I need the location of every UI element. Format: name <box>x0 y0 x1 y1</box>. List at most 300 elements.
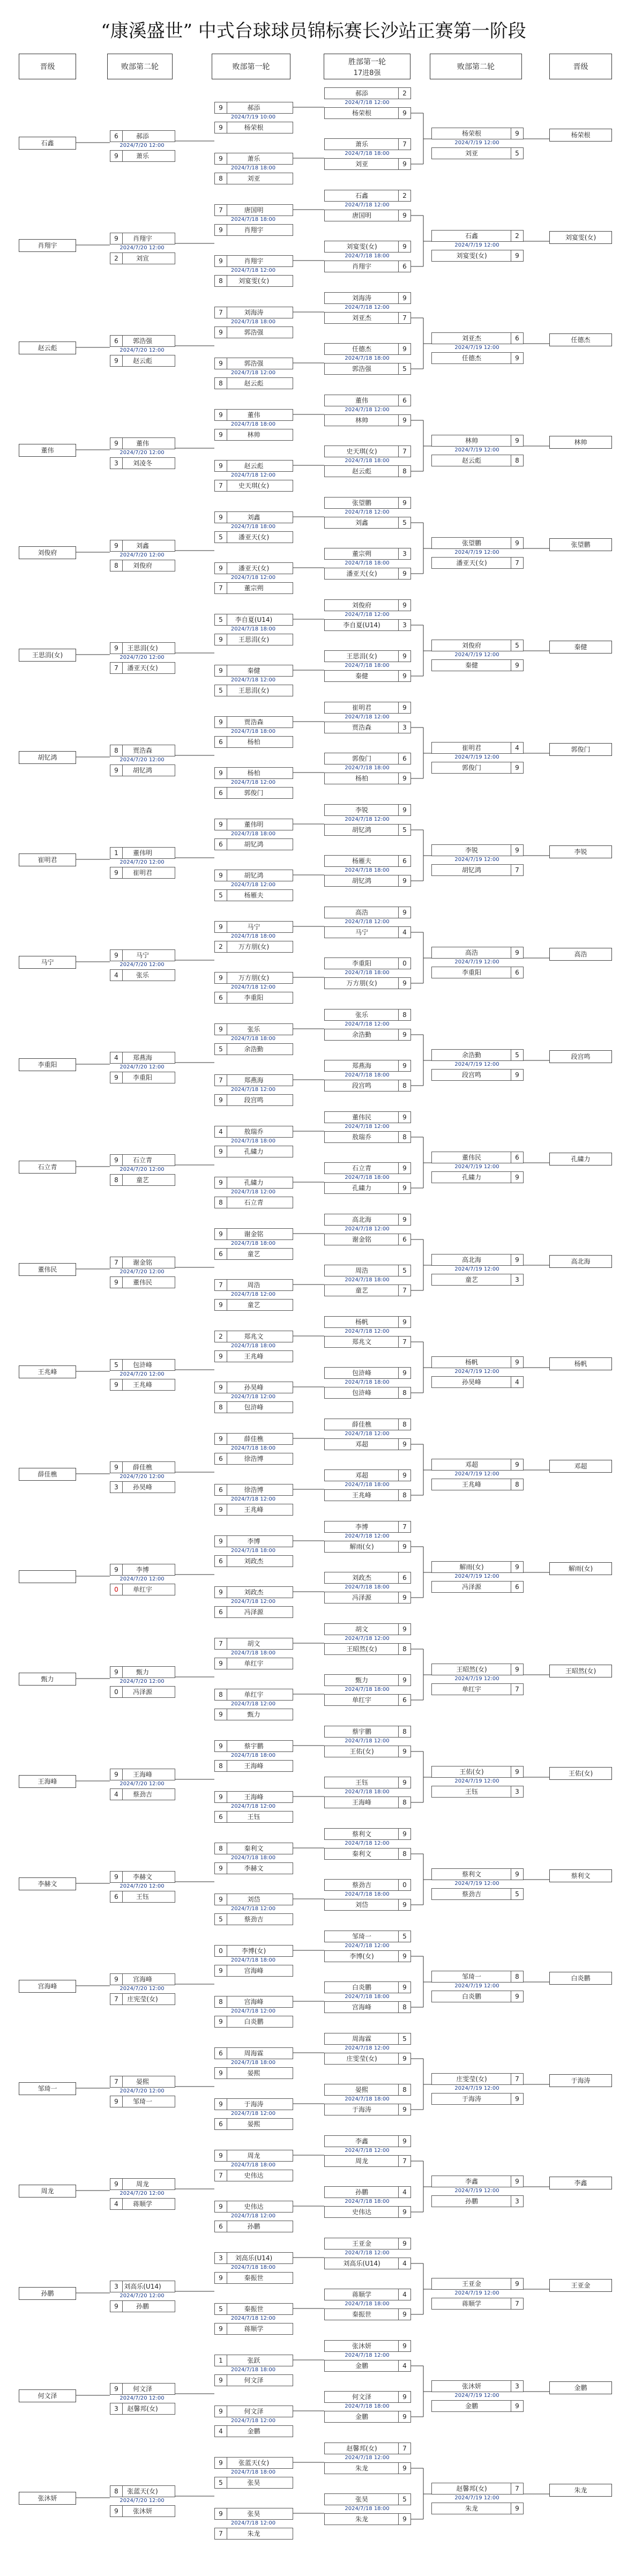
player-name: 邹琦一 <box>352 1933 371 1940</box>
player-name: 周龙 <box>247 2152 260 2159</box>
player-row <box>214 972 293 984</box>
player-score: 9 <box>398 2392 410 2402</box>
match-time: 2024/7/20 12:00 <box>120 347 165 353</box>
player-name: 林帅 <box>465 437 478 444</box>
player-row <box>214 1996 293 2008</box>
player-score: 8 <box>398 2084 410 2095</box>
player-row <box>110 745 175 756</box>
player-row <box>214 1555 293 1567</box>
player-score: 6 <box>215 1249 227 1259</box>
player-name: 邓超 <box>465 1461 478 1468</box>
match-time: 2024/7/18 12:00 <box>230 1291 276 1297</box>
player-name: 王昭然(女) <box>456 1666 487 1673</box>
player-score: 9 <box>110 2506 123 2516</box>
match-time: 2024/7/20 12:00 <box>120 2395 165 2401</box>
player-name: 刘宣 <box>136 255 149 262</box>
player-score: 9 <box>215 410 227 420</box>
player-score: 9 <box>398 2309 410 2320</box>
player-name: 童艺 <box>247 1250 260 1258</box>
player-score: 9 <box>215 102 227 113</box>
player-name: 包浒峰 <box>352 1389 371 1397</box>
player-score: 9 <box>215 1300 227 1310</box>
player-score: 8 <box>110 2486 123 2497</box>
player-score: 7 <box>215 205 227 216</box>
player-name: 张蓝天(女) <box>238 2459 270 2467</box>
player-score: 7 <box>215 2170 227 2181</box>
player-score: 8 <box>215 1689 227 1700</box>
match-time: 2024/7/18 12:00 <box>230 677 276 683</box>
player-score: 9 <box>511 2278 523 2289</box>
player-score: 2 <box>398 190 410 201</box>
promote-left-box: 胡钇鸿 <box>19 751 76 764</box>
player-score: 6 <box>215 2221 227 2232</box>
player-name: 晏熙 <box>247 2120 260 2128</box>
player-score: 5 <box>398 2494 410 2505</box>
player-row <box>324 517 411 529</box>
player-name: 解雨(女) <box>349 1543 374 1550</box>
player-row <box>324 977 411 989</box>
player-score: 8 <box>215 1197 227 1208</box>
player-row <box>431 2176 524 2187</box>
player-name: 蒋顺学 <box>132 2200 152 2208</box>
player-row <box>214 460 293 472</box>
player-name: 孙昊峰 <box>244 1384 264 1391</box>
player-row <box>324 1521 411 1533</box>
player-row <box>324 158 411 170</box>
player-score: 8 <box>398 1387 410 1398</box>
player-name: 张沐妍 <box>132 2507 152 2515</box>
match-time: 2024/7/20 12:00 <box>120 245 165 251</box>
player-name: 童艺 <box>136 1176 149 1184</box>
player-row <box>110 2076 175 2088</box>
player-name: 郑燕海 <box>244 1077 264 1084</box>
player-name: 胡钇鸿 <box>244 872 264 879</box>
player-score: 6 <box>215 1607 227 1617</box>
player-name: 周龙 <box>355 2157 368 2165</box>
player-score: 9 <box>215 2406 227 2417</box>
player-name: 董伟 <box>355 397 368 404</box>
player-score: 9 <box>215 870 227 881</box>
player-row <box>110 949 175 961</box>
promote-left-box: 周龙 <box>19 2185 76 2198</box>
player-name: 王佑(女) <box>459 1768 484 1776</box>
player-name: 周浩 <box>355 1267 368 1274</box>
player-score: 8 <box>398 1849 410 1859</box>
player-score: 9 <box>511 128 523 139</box>
player-score: 6 <box>215 839 227 850</box>
player-row <box>214 2508 293 2520</box>
player-score: 5 <box>215 685 227 696</box>
player-score: 8 <box>215 1996 227 2007</box>
player-score: 9 <box>215 1095 227 1105</box>
match-time: 2024/7/18 12:00 <box>230 2008 276 2014</box>
player-name: 孔繍力 <box>352 1184 371 1192</box>
player-name: 张望鹏 <box>461 539 481 547</box>
player-score: 6 <box>215 992 227 1003</box>
player-name: 王兆峰 <box>132 1381 152 1389</box>
player-row <box>324 210 411 221</box>
player-score: 9 <box>398 2104 410 2115</box>
player-name: 刘高乐(U14) <box>124 2283 161 2290</box>
player-score: 9 <box>110 1072 123 1083</box>
player-score: 9 <box>511 353 523 363</box>
match-time: 2024/7/18 18:00 <box>230 2060 276 2066</box>
player-score: 4 <box>110 970 123 981</box>
player-score: 8 <box>398 1132 410 1142</box>
player-score: 9 <box>398 1183 410 1193</box>
match-time: 2024/7/18 18:00 <box>230 1650 276 1656</box>
player-name: 萧乐 <box>247 155 260 162</box>
player-name: 何文泽 <box>352 2393 371 2401</box>
player-name: 杨雁夫 <box>352 857 371 865</box>
player-score: 2 <box>110 253 123 264</box>
player-name: 史伟达 <box>244 2203 264 2210</box>
player-name: 张乐 <box>355 1011 368 1019</box>
player-row <box>110 1072 175 1083</box>
match-time: 2024/7/19 12:00 <box>454 1778 499 1784</box>
player-score: 3 <box>110 2403 123 2414</box>
match-time: 2024/7/20 12:00 <box>120 2293 165 2299</box>
player-row <box>110 2403 175 2415</box>
player-score: 1 <box>215 2355 227 2366</box>
player-row <box>214 102 293 114</box>
player-row <box>214 1126 293 1138</box>
player-row <box>324 2135 411 2147</box>
player-row <box>214 582 293 594</box>
player-score: 9 <box>398 108 410 118</box>
player-score: 8 <box>110 1175 123 1185</box>
match-time: 2024/7/19 12:00 <box>454 652 499 658</box>
player-name: 石鑫 <box>355 192 368 199</box>
player-row <box>214 1913 293 1925</box>
player-name: 刘高乐(U14) <box>343 2260 380 2267</box>
player-name: 石立青 <box>244 1199 264 1206</box>
player-name: 史天琪(女) <box>346 448 377 455</box>
player-row <box>214 1689 293 1701</box>
player-row <box>110 253 175 264</box>
player-name: 周浩 <box>247 1281 260 1289</box>
player-row <box>214 1299 293 1311</box>
player-score: 7 <box>110 1994 123 2005</box>
match-time: 2024/7/20 12:00 <box>120 1883 165 1889</box>
player-row <box>110 1052 175 1064</box>
player-score: 7 <box>398 313 410 323</box>
player-name: 周海霖 <box>244 2050 264 2057</box>
match-time: 2024/7/18 12:00 <box>230 2520 276 2526</box>
player-score: 9 <box>110 151 123 161</box>
player-row <box>324 1899 411 1911</box>
player-name: 李鑫 <box>355 2137 368 2145</box>
player-score: 0 <box>110 1687 123 1697</box>
player-name: 董宗朔 <box>352 550 371 558</box>
player-row <box>214 326 293 338</box>
player-row <box>431 762 524 774</box>
player-row <box>324 2206 411 2218</box>
player-score: 9 <box>215 2016 227 2027</box>
player-row <box>324 1879 411 1891</box>
player-row <box>110 1686 175 1698</box>
promote-right-box: 孔繍力 <box>549 1153 612 1165</box>
player-name: 赵馨邦(女) <box>456 2485 487 2492</box>
match-time: 2024/7/19 12:00 <box>454 2085 499 2091</box>
player-row <box>324 312 411 324</box>
player-name: 李锐 <box>465 847 478 854</box>
player-score: 9 <box>215 1504 227 1515</box>
player-score: 9 <box>398 2411 410 2422</box>
player-name: 蔡宇鹏 <box>244 1742 264 1750</box>
player-score: 9 <box>215 122 227 133</box>
match-time: 2024/7/18 12:00 <box>345 1021 390 1027</box>
player-name: 宫海峰 <box>132 1976 152 1983</box>
player-name: 包浒峰 <box>244 1404 264 1411</box>
player-score: 5 <box>110 1360 123 1370</box>
player-row <box>110 1154 175 1166</box>
player-name: 刘俊府 <box>461 642 481 649</box>
player-score: 4 <box>215 1126 227 1137</box>
player-name: 冯泽源 <box>244 1608 264 1616</box>
player-row <box>110 2281 175 2292</box>
player-row <box>324 1182 411 1194</box>
player-name: 王昭然(女) <box>346 1645 377 1653</box>
match-time: 2024/7/18 12:00 <box>345 509 390 515</box>
player-name: 蔡劲吉 <box>461 1890 481 1898</box>
player-score: 8 <box>511 1971 523 1982</box>
player-name: 秦振世 <box>352 2311 371 2318</box>
player-score: 3 <box>511 1786 523 1797</box>
player-row <box>324 465 411 477</box>
player-row <box>431 742 524 754</box>
player-row <box>110 642 175 654</box>
match-time: 2024/7/18 12:00 <box>345 612 390 618</box>
player-score: 6 <box>215 2119 227 2129</box>
match-time: 2024/7/18 18:00 <box>230 1548 276 1554</box>
player-name: 董伟 <box>136 440 149 447</box>
player-score: 1 <box>110 848 123 858</box>
match-time: 2024/7/18 12:00 <box>345 1431 390 1437</box>
player-name: 何文泽 <box>244 2377 264 2384</box>
player-row <box>324 1746 411 1757</box>
player-name: 董伟民 <box>352 1113 371 1121</box>
player-row <box>431 1171 524 1183</box>
player-score: 0 <box>110 1584 123 1595</box>
player-score: 9 <box>511 2094 523 2104</box>
player-score: 9 <box>511 538 523 548</box>
player-row <box>324 670 411 682</box>
player-row <box>431 1971 524 1983</box>
player-name: 郝添 <box>247 104 260 112</box>
player-score: 9 <box>398 1368 410 1378</box>
player-row <box>214 2528 293 2540</box>
player-row <box>110 1891 175 1903</box>
player-name: 万方朋(女) <box>238 974 270 982</box>
player-score: 9 <box>398 1951 410 1962</box>
player-row <box>110 1379 175 1391</box>
match-time: 2024/7/19 12:00 <box>454 140 499 146</box>
match-time: 2024/7/18 18:00 <box>345 2199 390 2204</box>
player-name: 刘亚 <box>247 175 260 182</box>
player-row <box>324 190 411 202</box>
player-row <box>110 1564 175 1576</box>
player-name: 马宁 <box>247 923 260 931</box>
player-name: 高北海 <box>352 1216 371 1223</box>
player-name: 张沐妍 <box>461 2382 481 2390</box>
player-name: 薛佳樵 <box>352 1421 371 1428</box>
player-row <box>214 1074 293 1086</box>
player-row <box>431 1664 524 1675</box>
player-name: 蔡宇鹏 <box>352 1728 371 1735</box>
player-score: 3 <box>511 2196 523 2207</box>
player-score: 6 <box>215 737 227 747</box>
player-score: 9 <box>398 1029 410 1040</box>
match-time: 2024/7/18 18:00 <box>230 421 276 427</box>
player-score: 9 <box>215 1351 227 1362</box>
player-name: 史天琪(女) <box>238 482 270 489</box>
player-name: 童艺 <box>355 1287 368 1294</box>
player-row <box>214 1843 293 1854</box>
player-name: 马宁 <box>136 952 149 959</box>
player-score: 9 <box>110 355 123 366</box>
player-name: 郭浩强 <box>132 337 152 345</box>
player-row <box>431 2380 524 2392</box>
player-name: 刘亚 <box>355 160 368 168</box>
promote-right-box: 杨帆 <box>549 1357 612 1370</box>
player-name: 潘亚天(女) <box>238 565 270 572</box>
player-row <box>110 2485 175 2497</box>
player-name: 余浩勤 <box>352 1031 371 1038</box>
player-name: 石立青 <box>132 1156 152 1164</box>
player-name: 单红宇 <box>132 1586 152 1593</box>
player-row <box>214 1740 293 1752</box>
player-score: 7 <box>110 2076 123 2087</box>
player-score: 7 <box>511 2483 523 2494</box>
player-name: 张乐 <box>136 971 149 979</box>
match-time: 2024/7/18 12:00 <box>345 1533 390 1539</box>
player-row <box>324 2443 411 2454</box>
player-score: 9 <box>215 2508 227 2519</box>
match-time: 2024/7/18 18:00 <box>230 2265 276 2270</box>
player-score: 6 <box>398 261 410 272</box>
player-row <box>324 804 411 816</box>
player-name: 刘宴雯(女) <box>346 243 377 250</box>
player-name: 李赫文 <box>132 1873 152 1881</box>
promote-right-box: 解雨(女) <box>549 1562 612 1575</box>
player-row <box>324 261 411 272</box>
player-row <box>110 2178 175 2190</box>
player-row <box>324 650 411 662</box>
player-score: 3 <box>511 2381 523 2392</box>
match-time: 2024/7/20 12:00 <box>120 1371 165 1377</box>
player-row <box>110 2300 175 2312</box>
player-row <box>324 1438 411 1450</box>
player-name: 周海霖 <box>352 2035 371 2043</box>
player-name: 王亚金 <box>352 2240 371 2247</box>
player-row <box>110 2505 175 2517</box>
player-row <box>214 2016 293 2028</box>
player-score: 4 <box>398 2187 410 2198</box>
player-score: 7 <box>110 1257 123 1268</box>
player-row <box>110 560 175 571</box>
promote-right-box: 王佑(女) <box>549 1767 612 1780</box>
player-row <box>214 736 293 748</box>
player-name: 董伟民 <box>132 1279 152 1286</box>
player-name: 杨荣根 <box>244 124 264 131</box>
player-row <box>324 619 411 631</box>
player-score: 9 <box>398 2341 410 2351</box>
player-row <box>214 307 293 318</box>
player-score: 9 <box>398 1214 410 1225</box>
player-name: 史伟达 <box>244 2172 264 2179</box>
player-score: 9 <box>215 2375 227 2386</box>
player-score: 9 <box>215 973 227 983</box>
match-time: 2024/7/18 18:00 <box>345 1379 390 1385</box>
player-score: 9 <box>215 1741 227 1751</box>
player-score: 9 <box>215 665 227 676</box>
player-name: 宫海峰 <box>244 1967 264 1974</box>
player-name: 甄力 <box>136 1668 149 1676</box>
player-name: 于海涛 <box>244 2100 264 2108</box>
player-name: 刘鑫 <box>136 542 149 550</box>
player-row <box>324 1111 411 1123</box>
player-row <box>324 2360 411 2372</box>
match-time: 2024/7/18 18:00 <box>230 2469 276 2475</box>
player-row <box>324 1285 411 1296</box>
player-row <box>214 685 293 696</box>
match-time: 2024/7/18 18:00 <box>230 1445 276 1451</box>
player-score: 5 <box>215 890 227 901</box>
player-row <box>324 2186 411 2198</box>
player-score: 3 <box>511 1274 523 1285</box>
promote-right-box: 郭俊门 <box>549 743 612 756</box>
player-score: 9 <box>215 1146 227 1157</box>
player-name: 庄宪莹(女) <box>127 1995 158 2003</box>
promote-left-box: 石立青 <box>19 1161 76 1174</box>
player-score: 5 <box>398 2033 410 2044</box>
player-score: 9 <box>215 358 227 369</box>
player-row <box>214 614 293 626</box>
match-time: 2024/7/19 12:00 <box>454 1061 499 1067</box>
player-row <box>110 1359 175 1371</box>
player-score: 9 <box>215 2099 227 2110</box>
match-time: 2024/7/18 12:00 <box>230 268 276 273</box>
player-score: 9 <box>398 344 410 354</box>
promote-right-box: 段宫鸣 <box>549 1050 612 1063</box>
player-score: 8 <box>398 1797 410 1808</box>
player-name: 宫海峰 <box>244 1998 264 2006</box>
player-score: 7 <box>511 2074 523 2084</box>
player-name: 王钰 <box>355 1779 368 1786</box>
player-name: 段宫鸣 <box>352 1082 371 1089</box>
player-score: 9 <box>398 1746 410 1757</box>
player-name: 杨柏 <box>247 738 260 746</box>
player-row <box>110 1871 175 1883</box>
player-row <box>324 1950 411 1962</box>
player-score: 9 <box>110 1769 123 1780</box>
player-name: 李重阳 <box>461 969 481 976</box>
player-row <box>324 2513 411 2525</box>
player-score: 9 <box>398 293 410 303</box>
player-name: 刘亚杰 <box>352 314 371 322</box>
player-row <box>214 480 293 492</box>
player-name: 王思涓(女) <box>346 652 377 660</box>
player-score: 9 <box>215 225 227 235</box>
player-score: 9 <box>215 1177 227 1188</box>
match-time: 2024/7/18 18:00 <box>345 355 390 361</box>
match-time: 2024/7/18 12:00 <box>230 984 276 990</box>
promote-left-box: 马宁 <box>19 956 76 969</box>
player-score: 9 <box>110 540 123 551</box>
player-name: 童艺 <box>247 1301 260 1309</box>
player-name: 赵馨邦(女) <box>127 2405 158 2412</box>
